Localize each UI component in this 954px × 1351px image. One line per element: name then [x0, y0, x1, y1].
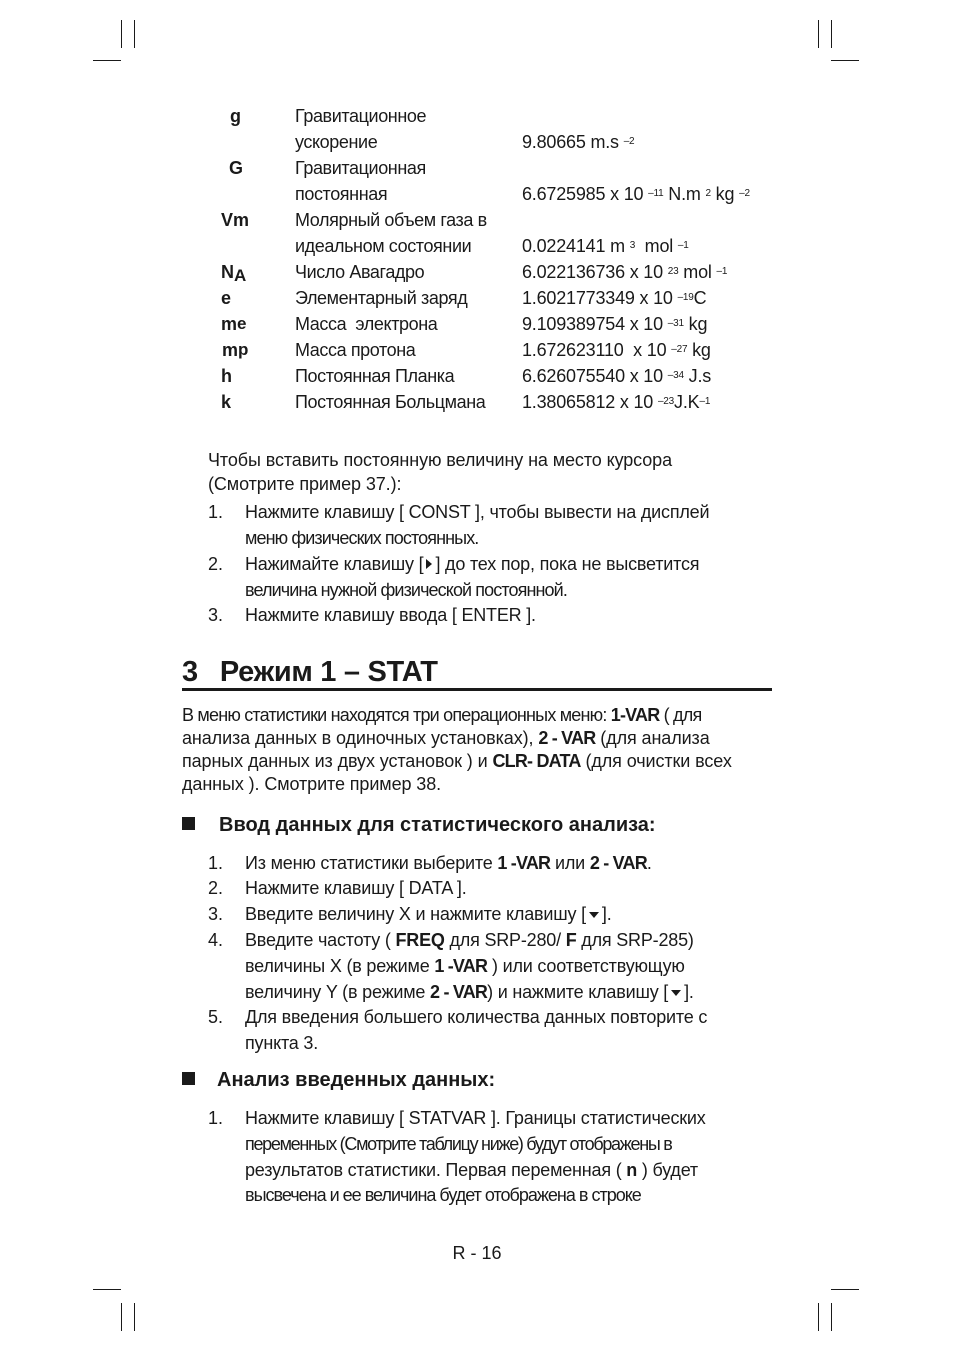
- list-number: 1.: [208, 502, 224, 522]
- list-number: 3.: [208, 605, 224, 625]
- list-item-text: переменных (Смотрите таблицу ниже) будут отображены в: [245, 1134, 672, 1154]
- constant-value: 0.0224141 m $^3$ mol $^{-1}$: [522, 236, 689, 256]
- down-arrow-key-icon: [671, 990, 681, 996]
- constant-value: 6.626075540 x 10 $^{-34}$ J.s: [522, 366, 712, 386]
- constant-row-vm: [0, 207, 954, 233]
- crop-mark: [134, 1303, 135, 1331]
- list-number: 1.: [208, 853, 224, 873]
- constant-symbol: NA: [221, 262, 247, 285]
- constant-symbol: e: [221, 288, 232, 308]
- constant-symbol: G: [229, 158, 244, 178]
- constant-row-h: [0, 363, 954, 389]
- constant-row-k: [0, 389, 954, 415]
- constant-row-g: [0, 103, 954, 129]
- constant-value: 1.672623110 x 10 $^{-27}$ kg: [522, 340, 711, 360]
- insert-intro-line: Чтобы вставить постоянную величину на место курсора: [208, 450, 673, 470]
- constant-description: Постоянная Больцмана: [295, 392, 486, 412]
- constant-value: 9.80665 m.s $^{-2}$: [522, 132, 635, 152]
- list-number: 2.: [208, 878, 224, 898]
- list-item-text: Нажмите клавишу [ STATVAR ]. Границы статистических: [245, 1108, 706, 1128]
- section-heading: 3 Режим 1 – STAT: [182, 656, 438, 688]
- constant-description: Постоянная Планка: [295, 366, 455, 386]
- constant-symbol: h: [221, 366, 232, 386]
- bullet-square-icon: [182, 817, 195, 830]
- constant-value: 9.109389754 x 10 $^{-31}$ kg: [522, 314, 708, 334]
- crop-mark: [134, 20, 135, 48]
- list-number: 2.: [208, 554, 224, 574]
- insert-intro-line: (Смотрите пример 37.):: [208, 474, 402, 494]
- down-arrow-key-icon: [589, 912, 599, 918]
- constant-description: Гравитационная: [295, 158, 426, 178]
- list-item-text: высвечена и ее величина будет отображена в строке: [245, 1185, 641, 1205]
- constant-description: идеальном состоянии: [295, 236, 472, 256]
- constant-row-na: [0, 259, 954, 285]
- constant-description: ускорение: [295, 132, 378, 152]
- crop-mark: [93, 1289, 121, 1290]
- list-number: 3.: [208, 904, 224, 924]
- constant-value: 1.38065812 x 10 $^{-23}J.K^{-1}$: [522, 392, 711, 412]
- list-item-text: Для введения большего количества данных повторите с: [245, 1007, 708, 1027]
- constant-row-me: [0, 311, 954, 337]
- list-item-text: Нажимайте клавишу [ ] до тех пор, пока не высветится: [245, 554, 700, 574]
- list-item-text: Введите величину X и нажмите клавишу [ ].: [245, 904, 612, 924]
- constant-symbol: mp: [222, 340, 249, 360]
- crop-mark: [818, 1303, 819, 1331]
- constant-row-G-cont: [0, 181, 954, 207]
- constant-symbol: g: [230, 106, 241, 126]
- crop-mark: [93, 60, 121, 61]
- crop-mark: [121, 1303, 122, 1331]
- constant-row-g-cont: [0, 129, 954, 155]
- constant-description: Масса электрона: [295, 314, 438, 334]
- subheading-data-analysis: Анализ введенных данных:: [182, 1067, 495, 1093]
- list-number: 4.: [208, 930, 224, 950]
- constant-description: Масса протона: [295, 340, 416, 360]
- paragraph-line: данных ). Смотрите пример 38.: [182, 774, 442, 794]
- constant-description: постоянная: [295, 184, 388, 204]
- constant-symbol: k: [221, 392, 232, 412]
- list-item-text: величина нужной физической постоянной.: [245, 580, 567, 600]
- list-item-text: Из меню статистики выберите 1 -VAR или 2 - VAR.: [245, 853, 652, 873]
- list-item-text: Нажмите клавишу ввода [ ENTER ].: [245, 605, 536, 625]
- constant-description: Число Авагадро: [295, 262, 425, 282]
- constant-row-vm-cont: [0, 233, 954, 259]
- list-item-text: величины X (в режиме 1 -VAR ) или соответствующую: [245, 956, 685, 976]
- list-item-text: величину Y (в режиме 2 - VAR) и нажмите клавишу [ ].: [245, 982, 694, 1002]
- bullet-square-icon: [182, 1072, 195, 1085]
- constant-value: 1.6021773349 x 10 $^{-19}$C: [522, 288, 707, 308]
- list-item-text: Нажмите клавишу [ CONST ], чтобы вывести на дисплей: [245, 502, 710, 522]
- constant-value: 6.022136736 x 10 $^{23}$ mol $^{-1}$: [522, 262, 728, 282]
- list-item-text: меню физических постоянных.: [245, 528, 479, 548]
- crop-mark: [831, 20, 832, 48]
- constant-row-G: [0, 155, 954, 181]
- crop-mark: [818, 20, 819, 48]
- list-item-text: пункта 3.: [245, 1033, 319, 1053]
- constant-symbol: me: [221, 314, 247, 334]
- paragraph-line: парных данных из двух установок ) и CLR- DATA (для очистки всех: [182, 751, 732, 771]
- subheading-data-input: Ввод данных для статистического анализа:: [182, 812, 656, 838]
- page-number: R - 16: [452, 1243, 502, 1263]
- list-number: 1.: [208, 1108, 224, 1128]
- constant-description: Гравитационное: [295, 106, 427, 126]
- paragraph-line: анализа данных в одиночных установках), 2 - VAR (для анализа: [182, 728, 710, 748]
- constant-value: 6.6725985 x 10 $^{-11}$ N.m $^2$ kg $^{-2}$: [522, 184, 750, 204]
- right-arrow-key-icon: [426, 559, 432, 569]
- constant-row-mp: [0, 337, 954, 363]
- constant-symbol: Vm: [221, 210, 250, 230]
- constant-row-e: [0, 285, 954, 311]
- heading-rule: [182, 688, 772, 691]
- list-number: 5.: [208, 1007, 224, 1027]
- list-item-text: Введите частоту ( FREQ для SRP-280/ F для SRP-285): [245, 930, 694, 950]
- crop-mark: [121, 20, 122, 48]
- crop-mark: [831, 1289, 859, 1290]
- paragraph-line: В меню статистики находятся три операционных меню: 1-VAR ( для: [182, 705, 702, 725]
- constant-description: Молярный объем газа в: [295, 210, 487, 230]
- constant-description: Элементарный заряд: [295, 288, 468, 308]
- crop-mark: [831, 60, 859, 61]
- list-item-text: Нажмите клавишу [ DATA ].: [245, 878, 467, 898]
- crop-mark: [831, 1303, 832, 1331]
- list-item-text: результатов статистики. Первая переменная ( n ) будет: [245, 1160, 698, 1180]
